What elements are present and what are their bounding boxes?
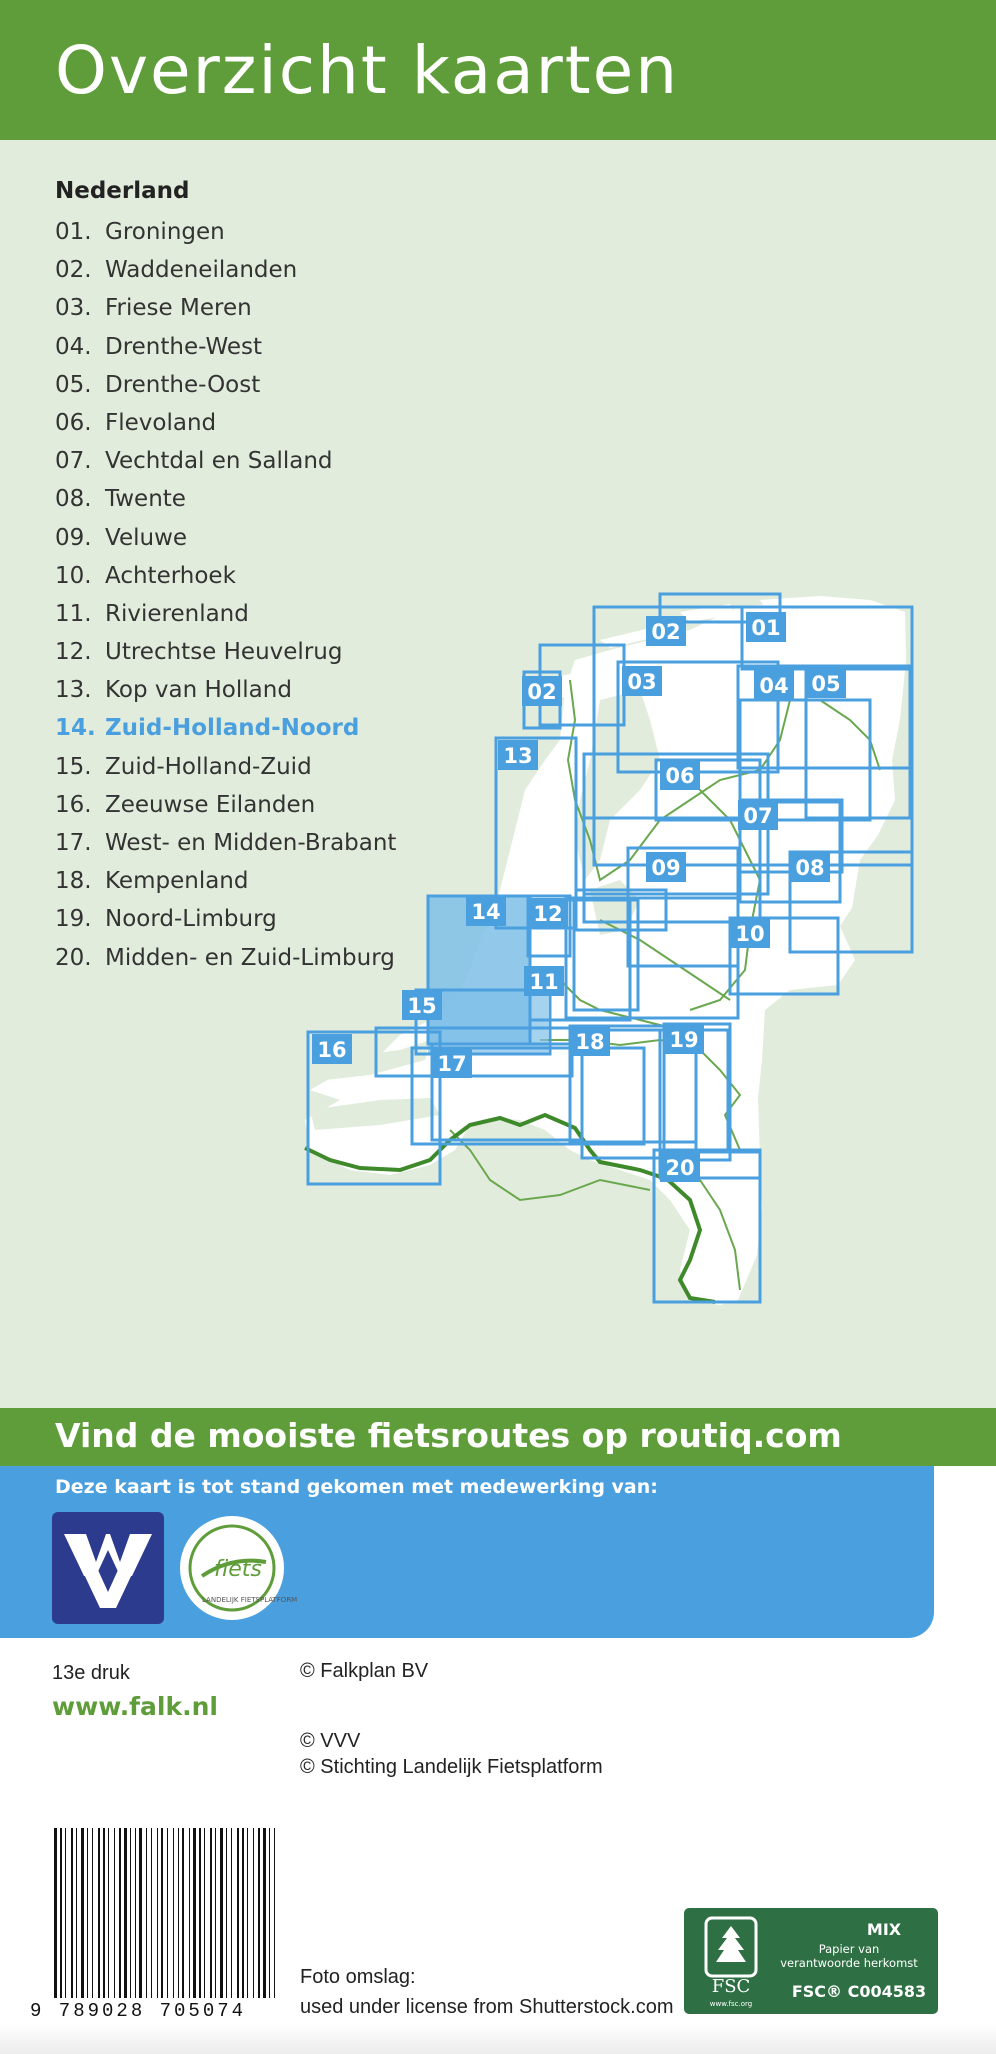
barcode-bar (146, 1828, 147, 1998)
legend-item-label: Utrechtse Heuvelrug (105, 639, 343, 666)
barcode-bar (167, 1828, 168, 1998)
edition-text: 13e druk (52, 1662, 130, 1684)
vvv-logo (52, 1512, 164, 1624)
legend-item-number: 12. (55, 639, 92, 666)
map-label-20: 20 (665, 1156, 695, 1180)
legend-item-label: Drenthe-Oost (105, 371, 261, 398)
legend-item-label: Friese Meren (105, 295, 252, 322)
barcode-bar (204, 1828, 205, 1998)
map-label-02: 02 (651, 620, 681, 644)
page-title: Overzicht kaarten (55, 32, 680, 109)
map-label-11: 11 (529, 970, 559, 994)
legend-item-number: 04. (55, 333, 92, 360)
map-label-02: 02 (527, 680, 557, 704)
legend-item-number: 10. (55, 562, 92, 589)
barcode-bar (65, 1828, 66, 1998)
copyright-falkplan: © Falkplan BV (300, 1660, 429, 1682)
legend-item-number: 05. (55, 371, 92, 398)
fsc-label (684, 1908, 938, 2014)
map-label-05: 05 (811, 672, 841, 696)
legend-item-label: Groningen (105, 219, 225, 245)
barcode-bars (52, 1828, 280, 1998)
barcode-bar (135, 1828, 136, 1998)
fietsplatform-logo (180, 1516, 298, 1620)
barcode-bar (242, 1828, 244, 1998)
barcode (52, 1828, 280, 1998)
partners-panel (0, 1466, 934, 1638)
map-label-08: 08 (795, 856, 825, 880)
barcode-bar (269, 1828, 270, 1998)
legend-item-number: 01. (55, 219, 92, 245)
legend-item-label: Waddeneilanden (105, 257, 298, 284)
website-link[interactable]: www.falk.nl (52, 1692, 218, 1721)
legend-item-label: West- en Midden-Brabant (105, 830, 397, 856)
barcode-bar (71, 1828, 73, 1998)
map-label-15: 15 (407, 994, 437, 1018)
legend-item-number: 07. (55, 448, 92, 475)
barcode-bar (108, 1828, 109, 1998)
barcode-bar (60, 1828, 62, 1998)
map-label-09: 09 (651, 856, 681, 880)
legend-item-number: 02. (55, 257, 92, 284)
fietsplatform-logo-icon (180, 1516, 298, 1620)
legend-item-label: Vechtdal en Salland (105, 448, 333, 475)
barcode-number: 9 789028 705074 (30, 2000, 247, 2022)
legend-title: Nederland (55, 178, 190, 204)
legend-item-label: Zeeuwse Eilanden (105, 791, 316, 818)
barcode-bar (151, 1828, 152, 1998)
legend-item-label: Zuid-Holland-Noord (105, 715, 360, 742)
barcode-bar (263, 1828, 266, 1998)
barcode-bar (210, 1828, 212, 1998)
legend-item-number: 06. (55, 409, 92, 436)
fsc-tree-icon (692, 1908, 772, 2014)
fiets-logo-ring-text: LANDELIJK FIETSPLATFORM (202, 1596, 298, 1604)
barcode-bar (226, 1828, 227, 1998)
barcode-bar (76, 1828, 77, 1998)
fsc-logo-text: FSC (711, 1976, 751, 1997)
legend-item-label: Zuid-Holland-Zuid (105, 753, 312, 780)
barcode-bar (130, 1828, 131, 1998)
legend-item-number: 14. (55, 715, 96, 742)
barcode-bar (92, 1828, 93, 1998)
copyright-vvv: © VVV (300, 1730, 361, 1752)
barcode-bar (189, 1828, 190, 1998)
map-label-18: 18 (575, 1030, 605, 1054)
barcode-bar (237, 1828, 239, 1998)
barcode-bar (253, 1828, 254, 1998)
map-label-03: 03 (627, 670, 657, 694)
map-label-01: 01 (751, 616, 781, 640)
legend-item-label: Veluwe (105, 524, 188, 551)
barcode-bar (193, 1828, 196, 1998)
barcode-bar (247, 1828, 248, 1998)
bottom-shadow (0, 2024, 996, 2054)
legend-item-label: Kempenland (105, 868, 249, 895)
map-label-17: 17 (437, 1052, 467, 1076)
legend-item-label: Noord-Limburg (105, 906, 277, 933)
legend-item-number: 13. (55, 677, 92, 704)
barcode-bar (87, 1828, 88, 1998)
legend-item-number: 15. (55, 753, 92, 780)
legend-item-number: 11. (55, 600, 92, 627)
legend-item-number: 19. (55, 906, 92, 933)
barcode-bar (178, 1828, 179, 1998)
barcode-bar (124, 1828, 127, 1998)
vvv-logo-icon (52, 1512, 164, 1624)
map-label-14: 14 (471, 900, 501, 924)
barcode-bar (274, 1828, 275, 1998)
legend-item-label: Kop van Holland (105, 677, 292, 704)
map-label-07: 07 (743, 804, 773, 828)
partners-text: Deze kaart is tot stand gekomen met medewerking van: (55, 1476, 658, 1498)
barcode-bar (199, 1828, 201, 1998)
map-label-13: 13 (503, 744, 533, 768)
legend-item-label: Midden- en Zuid-Limburg (105, 944, 395, 971)
legend-item-label: Flevoland (105, 409, 217, 436)
legend-item-number: 16. (55, 791, 92, 818)
copyright-landelijk-fietsplatform: © Stichting Landelijk Fietsplatform (300, 1756, 603, 1778)
legend-item-label: Drenthe-West (105, 333, 263, 360)
photo-credit: used under license from Shutterstock.com (300, 1996, 674, 2018)
legend-item-number: 17. (55, 830, 92, 856)
barcode-bar (139, 1828, 142, 1998)
barcode-bar (258, 1828, 260, 1998)
barcode-bar (103, 1828, 105, 1998)
map-label-16: 16 (317, 1038, 347, 1062)
photo-label: Foto omslag: (300, 1966, 416, 1988)
fsc-code: FSC® C004583 (791, 1982, 927, 2001)
fsc-logo-url: www.fsc.org (709, 2000, 753, 2008)
fsc-subtitle-1: Papier van (818, 1942, 880, 1956)
barcode-bar (173, 1828, 174, 1998)
map-label-10: 10 (735, 922, 765, 946)
legend-item-label: Twente (105, 486, 186, 513)
barcode-bar (231, 1828, 232, 1998)
barcode-bar (114, 1828, 115, 1998)
barcode-bar (98, 1828, 100, 1998)
map-label-19: 19 (669, 1028, 699, 1052)
barcode-bar (81, 1828, 84, 1998)
map-label-12: 12 (533, 902, 563, 926)
legend-item-number: 09. (55, 524, 92, 551)
barcode-bar (161, 1828, 163, 1998)
map-label-06: 06 (665, 764, 695, 788)
fsc-subtitle-2: verantwoorde herkomst (780, 1956, 918, 1970)
barcode-bar (119, 1828, 121, 1998)
legend-item-number: 03. (55, 295, 92, 322)
barcode-bar (157, 1828, 158, 1998)
fsc-subtitle (764, 1942, 934, 1970)
fsc-mix: MIX (866, 1920, 902, 1939)
barcode-bar (54, 1828, 57, 1998)
legend-item-number: 08. (55, 486, 92, 513)
legend-item-number: 18. (55, 868, 92, 895)
legend-item-label: Achterhoek (105, 562, 236, 589)
fiets-logo-word: fiets (214, 1557, 262, 1582)
map-label-04: 04 (759, 674, 789, 698)
legend-item-label: Rivierenland (105, 600, 249, 627)
barcode-bar (182, 1828, 184, 1998)
barcode-bar (220, 1828, 223, 1998)
legend-item-number: 20. (55, 944, 92, 971)
promo-text: Vind de mooiste fietsroutes op routiq.com (55, 1416, 842, 1455)
barcode-bar (215, 1828, 216, 1998)
promo-bar (0, 1408, 996, 1466)
